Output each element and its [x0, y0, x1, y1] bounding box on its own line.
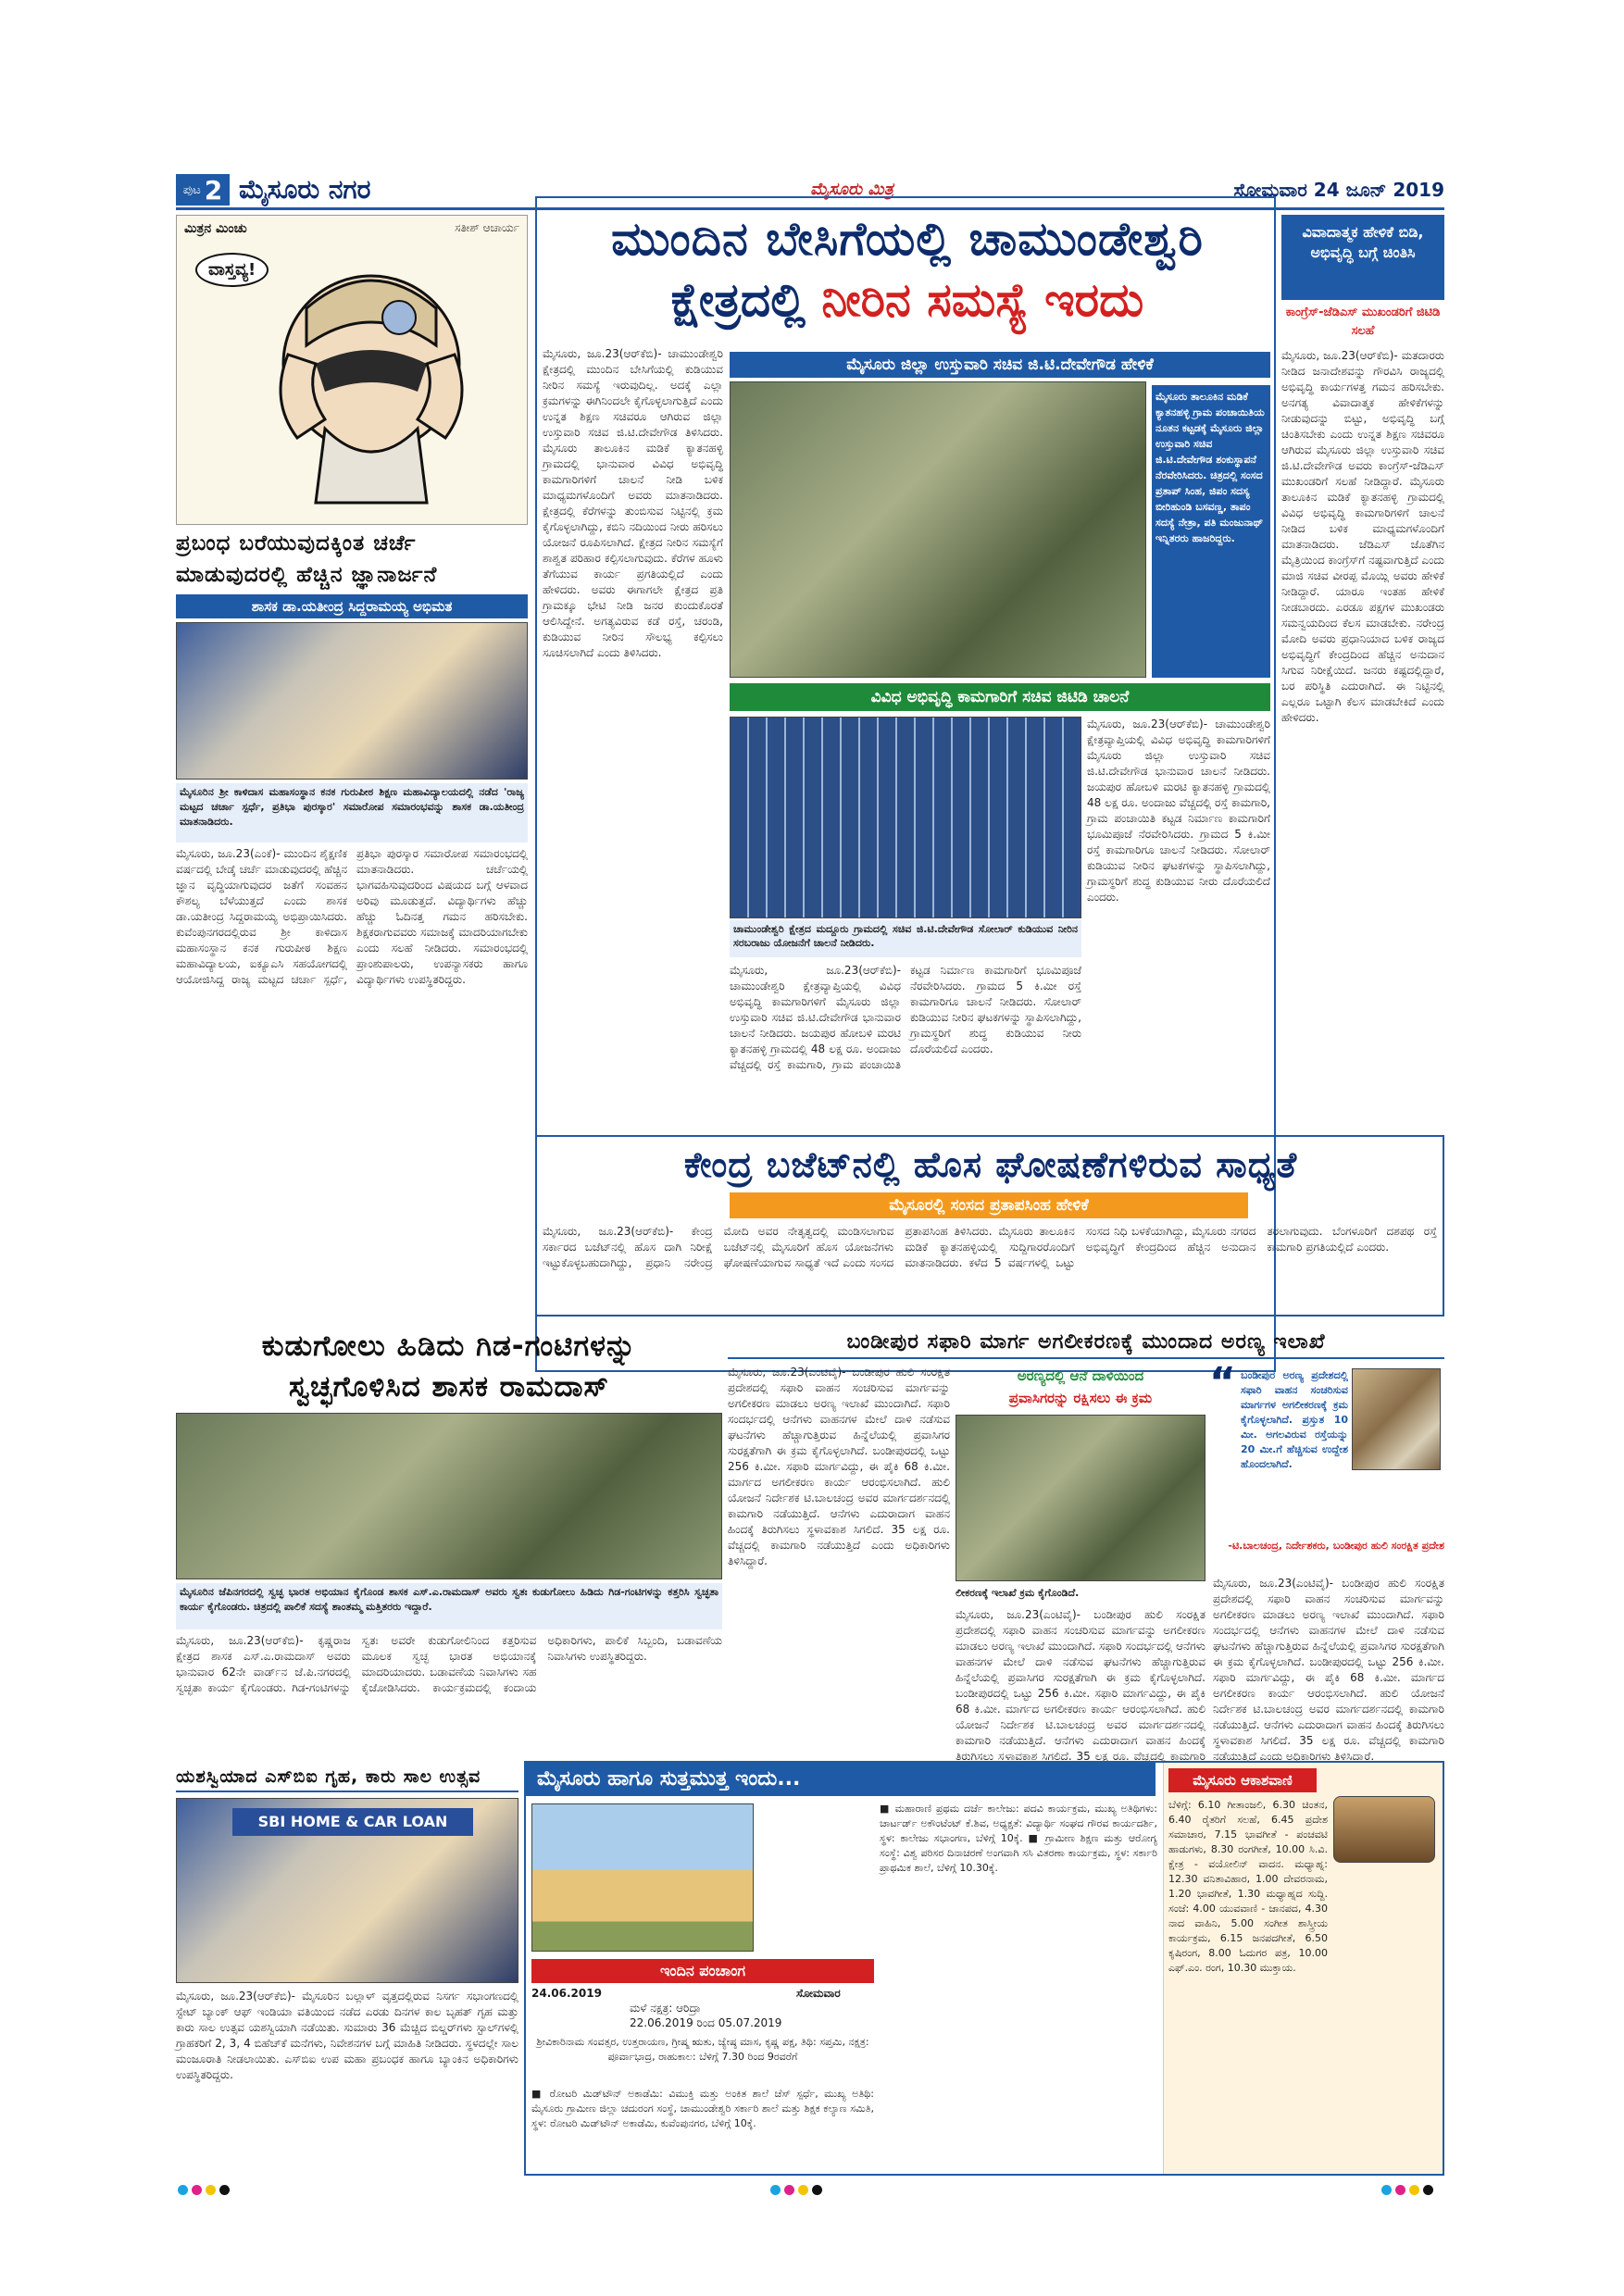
- dev-works-photo: [730, 717, 1081, 918]
- cartoon-illustration: [214, 243, 510, 517]
- ramdas-photo: [176, 1413, 722, 1579]
- safari-photo-caption: ಲೀಕರಣಕ್ಕೆ ಇಲಾಖೆ ಕ್ರಮ ಕೈಗೊಂಡಿದೆ.: [956, 1587, 1080, 1599]
- safari-quote-by: -ಟಿ.ಬಾಲಚಂದ್ರ, ನಿರ್ದೇಶಕರು, ಬಂಡೀಪುರ ಹುಲಿ ಸಂರಕ್ಷಿತ ಪ್ರದೇಶ: [1228, 1540, 1444, 1552]
- debate-caption: ಮೈಸೂರಿನ ಶ್ರೀ ಕಾಳಿದಾಸ ಮಹಾಸಂಸ್ಥಾನ ಕನಕ ಗುರುಪೀಠ ಶಿಕ್ಷಣ ಮಹಾವಿದ್ಯಾಲಯದಲ್ಲಿ ನಡೆದ 'ರಾಜ್ಯ ಮಟ್ಟದ ಚರ್ಚಾ ಸ್ಪರ್ಧೆ, ಪ್ರತಿಭಾ ಪುರಸ್ಕಾರ' ಸಮಾರೋಪ ಸಮಾರಂಭವನ್ನು ಶಾಸಕ ಡಾ.ಯತೀಂದ್ರ ಮಾತನಾಡಿದರು.: [176, 783, 528, 842]
- sbi-banner: SBI HOME & CAR LOAN: [232, 1808, 473, 1836]
- quote-portrait: [1352, 1368, 1441, 1470]
- safari-body: ಮೈಸೂರು, ಜೂ.23(ಎಂಟಿವೈ)- ಬಂಡೀಪುರ ಹುಲಿ ಸಂರಕ್ಷಿತ ಪ್ರದೇಶದಲ್ಲಿ ಸಫಾರಿ ವಾಹನ ಸಂಚರಿಸುವ ಮಾರ್ಗವನ್ನು ಅಗಲೀಕರಣ ಮಾಡಲು ಅರಣ್ಯ ಇಲಾಖೆ ಮುಂದಾಗಿದೆ. ಸಫಾರಿ ಸಂದರ್ಭದಲ್ಲಿ ಆನೆಗಳು ವಾಹನಗಳ ಮೇಲೆ ದಾಳಿ ನಡೆಸುವ ಘಟನೆಗಳು ಹೆಚ್ಚಾಗುತ್ತಿರುವ ಹಿನ್ನೆಲೆಯಲ್ಲಿ ಪ್ರವಾಸಿಗರ ಸುರಕ್ಷತೆಗಾಗಿ ಈ ಕ್ರಮ ಕೈಗೊಳ್ಳಲಾಗಿದೆ. ಬಂಡೀಪುರದಲ್ಲಿ ಒಟ್ಟು 256 ಕಿ.ಮೀ. ಸಫಾರಿ ಮಾರ್ಗವಿದ್ದು, ಈ ಪೈಕಿ 68 ಕಿ.ಮೀ. ಮಾರ್ಗದ ಅಗಲೀಕರಣ ಕಾರ್ಯ ಆರಂಭಿಸಲಾಗಿದೆ. ಹುಲಿ ಯೋಜನೆ ನಿರ್ದೇಶಕ ಟಿ.ಬಾಲಚಂದ್ರ ಅವರ ಮಾರ್ಗದರ್ಶನದಲ್ಲಿ ಕಾಮಗಾರಿ ನಡೆಯುತ್ತಿದೆ. ಆನೆಗಳು ಎದುರಾದಾಗ ವಾಹನ ಹಿಂದಕ್ಕೆ ತಿರುಗಿಸಲು ಸ್ಥಳಾವಕಾಶ ಸಿಗಲಿದೆ. 35 ಲಕ್ಷ ರೂ. ವೆಚ್ಚದಲ್ಲಿ ಕಾಮಗಾರಿ ನಡೆಯುತ್ತಿದೆ ಎಂದು ಅಧಿಕಾರಿಗಳು ತಿಳಿಸಿದ್ದಾರೆ.: [728, 1366, 950, 1567]
- events-mid: ■ ಮಹಾರಾಣಿ ಪ್ರಥಮ ದರ್ಜೆ ಕಾಲೇಜು: ಪದವಿ ಕಾರ್ಯಕ್ರಮ, ಮುಖ್ಯ ಅತಿಥಿಗಳು: ಚಾರ್ಟರ್ಡ್ ಅಕೌಂಟೆಂಟ್ ಕೆ.ಶಿವ, ಅಧ್ಯಕ್ಷತೆ: ವಿದ್ಯಾರ್ಥಿ ಸಂಘದ ಗೌರವ ಕಾರ್ಯದರ್ಶಿ, ಸ್ಥಳ: ಕಾಲೇಜು ಸಭಾಂಗಣ, ಬೆಳಿಗ್ಗೆ 10ಕ್ಕೆ. ■ ಗ್ರಾಮೀಣ ಶಿಕ್ಷಣ ಮತ್ತು ಆರೋಗ್ಯ ಸಂಸ್ಥೆ: ವಿಶ್ವ ಪರಿಸರ ದಿನಾಚರಣೆ ಅಂಗವಾಗಿ ಸಸಿ ವಿತರಣಾ ಕಾರ್ಯಕ್ರಮ, ಸ್ಥಳ: ಸರ್ಕಾರಿ ಪ್ರಾಥಮಿಕ ಶಾಲೆ, ಬೆಳಿಗ್ಗೆ 10.30ಕ್ಕೆ.: [880, 1803, 1157, 1874]
- right-subhead: ಕಾಂಗ್ರೆಸ್-ಜೆಡಿಎಸ್ ಮುಖಂಡರಿಗೆ ಜಿಟಿಡಿ ಸಲಹೆ: [1285, 306, 1441, 338]
- lead-sidebar-caption: ಮೈಸೂರು ತಾಲೂಕಿನ ಮಡಿಕೆ ಕ್ಯಾತನಹಳ್ಳಿ ಗ್ರಾಮ ಪಂಚಾಯಿತಿಯ ನೂತನ ಕಟ್ಟಡಕ್ಕೆ ಮೈಸೂರು ಜಿಲ್ಲಾ ಉಸ್ತುವಾರಿ ಸಚಿವ ಜಿ.ಟಿ.ದೇವೇಗೌಡ ಶಂಕುಸ್ಥಾಪನೆ ನೆರವೇರಿಸಿದರು. ಚಿತ್ರದಲ್ಲಿ ಸಂಸದ ಪ್ರತಾಪ್ ಸಿಂಹ, ಜಿಪಂ ಸದಸ್ಯ ಬೀರಿಹುಂಡಿ ಬಸವಣ್ಣ, ತಾಪಂ ಸದಸ್ಯೆ ನೇತ್ರಾ, ಪತಿ ಮಂಜುನಾಥ್ ಇನ್ನಿತರರು ಹಾಜರಿದ್ದರು.: [1152, 385, 1270, 678]
- lead-headline-line1: ಮುಂದಿನ ಬೇಸಿಗೆಯಲ್ಲಿ ಚಾಮುಂಡೇಶ್ವರಿ: [611, 212, 1204, 266]
- panchanga-body: ಶ್ರೀವಿಕಾರಿನಾಮ ಸಂವತ್ಸರ, ಉತ್ತರಾಯಣ, ಗ್ರೀಷ್ಮ ಋತು, ಜ್ಯೇಷ್ಠ ಮಾಸ, ಕೃಷ್ಣ ಪಕ್ಷ, ತಿಥಿ: ಸಪ್ತಮಿ, ನಕ್ಷತ್ರ: ಪೂರ್ವಾಭಾದ್ರ, ರಾಹುಕಾಲ: ಬೆಳಿಗ್ಗೆ 7.30 ರಿಂದ 9ರವರೆಗೆ: [536, 2036, 869, 2063]
- cartoon-column-name: ಮಿತ್ರನ ಮಿಂಚು: [184, 221, 247, 236]
- radio-body: ಬೆಳಿಗ್ಗೆ: 6.10 ಗೀತಾಂಜಲಿ, 6.30 ಚಿಂತನ, 6.40 ರೈತರಿಗೆ ಸಲಹೆ, 6.45 ಪ್ರದೇಶ ಸಮಾಚಾರ, 7.15 ಭಾವಗೀತೆ - ಪಂಚವಟಿ ಹಾಡುಗಳು, 8.30 ರಂಗಗೀತೆ, 10.00 ಸಿ.ವಿ. ಕ್ಷೇತ್ರ - ವಯೋಲಿನ್ ವಾದನ. ಮಧ್ಯಾಹ್ನ: 12.30 ವನಿತಾವಿಹಾರ, 1.00 ದೇವರನಾಮ, 1.20 ಭಾವಗೀತೆ, 1.30 ಮಧ್ಯಾಹ್ನದ ಸುದ್ದಿ. ಸಂಜೆ: 4.00 ಯುವವಾಣಿ - ಜಾನಪದ, 4.30 ನಾದ ವಾಹಿನಿ, 5.00 ಸಂಗೀತ ಶಾಸ್ತ್ರೀಯ ಕಾರ್ಯಕ್ರಮ, 6.15 ಜನಪದಗೀತೆ, 6.50 ಕೃಷಿರಂಗ, 8.00 ಓದುಗರ ಪತ್ರ, 10.00 ಎಫ್.ಎಂ. ರಂಗ, 10.30 ಮುಕ್ತಾಯ.: [1168, 1799, 1328, 1974]
- safari-body-3: ಮೈಸೂರು, ಜೂ.23(ಎಂಟಿವೈ)- ಬಂಡೀಪುರ ಹುಲಿ ಸಂರಕ್ಷಿತ ಪ್ರದೇಶದಲ್ಲಿ ಸಫಾರಿ ವಾಹನ ಸಂಚರಿಸುವ ಮಾರ್ಗವನ್ನು ಅಗಲೀಕರಣ ಮಾಡಲು ಅರಣ್ಯ ಇಲಾಖೆ ಮುಂದಾಗಿದೆ. ಸಫಾರಿ ಸಂದರ್ಭದಲ್ಲಿ ಆನೆಗಳು ವಾಹನಗಳ ಮೇಲೆ ದಾಳಿ ನಡೆಸುವ ಘಟನೆಗಳು ಹೆಚ್ಚಾಗುತ್ತಿರುವ ಹಿನ್ನೆಲೆಯಲ್ಲಿ ಪ್ರವಾಸಿಗರ ಸುರಕ್ಷತೆಗಾಗಿ ಈ ಕ್ರಮ ಕೈಗೊಳ್ಳಲಾಗಿದೆ. ಬಂಡೀಪುರದಲ್ಲಿ ಒಟ್ಟು 256 ಕಿ.ಮೀ. ಸಫಾರಿ ಮಾರ್ಗವಿದ್ದು, ಈ ಪೈಕಿ 68 ಕಿ.ಮೀ. ಮಾರ್ಗದ ಅಗಲೀಕರಣ ಕಾರ್ಯ ಆರಂಭಿಸಲಾಗಿದೆ. ಹುಲಿ ಯೋಜನೆ ನಿರ್ದೇಶಕ ಟಿ.ಬಾಲಚಂದ್ರ ಅವರ ಮಾರ್ಗದರ್ಶನದಲ್ಲಿ ಕಾಮಗಾರಿ ನಡೆಯುತ್ತಿದೆ. ಆನೆಗಳು ಎದುರಾದಾಗ ವಾಹನ ಹಿಂದಕ್ಕೆ ತಿರುಗಿಸಲು ಸ್ಥಳಾವಕಾಶ ಸಿಗಲಿದೆ. 35 ಲಕ್ಷ ರೂ. ವೆಚ್ಚದಲ್ಲಿ ಕಾಮಗಾರಿ ನಡೆಯುತ್ತಿದೆ ಎಂದು ಅಧಿಕಾರಿಗಳು ತಿಳಿಸಿದ್ದಾರೆ.: [1213, 1577, 1444, 1763]
- page-number-box: [176, 174, 230, 206]
- safari-inset-title-b: ಪ್ರವಾಸಿಗರನ್ನು ರಕ್ಷಿಸಲು ಈ ಕ್ರಮ: [1008, 1390, 1153, 1406]
- events-left: ■ ರೋಟರಿ ಮಿಡ್‌ಟೌನ್ ಅಕಾಡೆಮಿ: ವಿಮುಕ್ತಿ ಮತ್ತು ಅಂಕಿತ ಶಾಲೆ ಚೆಸ್ ಸ್ಪರ್ಧೆ, ಮುಖ್ಯ ಅತಿಥಿ: ಮೈಸೂರು ಗ್ರಾಮೀಣ ಜಿಲ್ಲಾ ಚದುರಂಗ ಸಂಸ್ಥೆ, ಚಾಮುಂಡೇಶ್ವರಿ ಸರ್ಕಾರಿ ಶಾಲೆ ಮತ್ತು ಶಿಕ್ಷಕ ಕಲ್ಯಾಣ ಸಮಿತಿ, ಸ್ಥಳ: ರೋಟರಿ ಮಿಡ್‌ಟೌನ್ ಅಕಾಡೆಮಿ, ಕುವೆಂಪುನಗರ, ಬೆಳಿಗ್ಗೆ 10ಕ್ಕೆ.: [531, 2088, 874, 2129]
- panchanga-date: 24.06.2019: [531, 1987, 602, 2000]
- safari-photo: [956, 1415, 1206, 1581]
- palace-photo: [531, 1803, 754, 1952]
- lead-headline-part-b: ನೀರಿನ ಸಮಸ್ಯೆ ಇರದು: [821, 273, 1144, 327]
- today-header: ಮೈಸೂರು ಹಾಗೂ ಸುತ್ತಮುತ್ತ ಇಂದು...: [526, 1763, 1156, 1796]
- section-title: ಮೈಸೂರು ನಗರ: [239, 174, 371, 205]
- page-label: ಪುಟ: [182, 182, 201, 197]
- debate-subhead: ಶಾಸಕ ಡಾ.ಯತೀಂದ್ರ ಸಿದ್ದರಾಮಯ್ಯ ಅಭಿಮತ: [176, 594, 528, 618]
- dev-works-subhead: ವಿವಿಧ ಅಭಿವೃದ್ಧಿ ಕಾಮಗಾರಿಗೆ ಸಚಿವ ಜಿಟಿಡಿ ಚಾಲನೆ: [730, 683, 1270, 711]
- debate-photo: [176, 622, 528, 780]
- panchanga-day: ಸೋಮವಾರ: [796, 1987, 841, 2000]
- dev-works-body-extra: ಮೈಸೂರು, ಜೂ.23(ಆರ್‌ಕೆಬಿ)- ಚಾಮುಂಡೇಶ್ವರಿ ಕ್ಷೇತ್ರವ್ಯಾಪ್ತಿಯಲ್ಲಿ ವಿವಿಧ ಅಭಿವೃದ್ಧಿ ಕಾಮಗಾರಿಗಳಿಗೆ ಮೈಸೂರು ಜಿಲ್ಲಾ ಉಸ್ತುವಾರಿ ಸಚಿವ ಜಿ.ಟಿ.ದೇವೇಗೌಡ ಭಾನುವಾರ ಚಾಲನೆ ನೀಡಿದರು. ಜಯಪುರ ಹೋಬಳಿ ಮರಟಿ ಕ್ಯಾತನಹಳ್ಳಿ ಗ್ರಾಮದಲ್ಲಿ 48 ಲಕ್ಷ ರೂ. ಅಂದಾಜು ವೆಚ್ಚದಲ್ಲಿ ರಸ್ತೆ ಕಾಮಗಾರಿ, ಗ್ರಾಮ ಪಂಚಾಯಿತಿ ಕಟ್ಟಡ ನಿರ್ಮಾಣ ಕಾಮಗಾರಿಗೆ ಭೂಮಿಪೂಜೆ ನೆರವೇರಿಸಿದರು. ಗ್ರಾಮದ 5 ಕಿ.ಮೀ ರಸ್ತೆ ಕಾಮಗಾರಿಗೂ ಚಾಲನೆ ನೀಡಿದರು. ಸೋಲಾರ್ ಕುಡಿಯುವ ನೀರಿನ ಘಟಕಗಳನ್ನು ಸ್ಥಾಪಿಸಲಾಗಿದ್ದು, ಗ್ರಾಮಸ್ಥರಿಗೆ ಶುದ್ಧ ಕುಡಿಯುವ ನೀರು ದೊರೆಯಲಿದೆ ಎಂದರು.: [730, 964, 1081, 1071]
- lead-headline-part-a: ಕ್ಷೇತ್ರದಲ್ಲಿ: [670, 273, 806, 327]
- cartoon-bubble: ವಾಸ್ತವ್ಯ!: [195, 253, 269, 287]
- page-number: 2: [204, 174, 223, 206]
- safari-inset-title: [956, 1365, 1206, 1411]
- safari-quote: ಬಂಡೀಪುರ ಅರಣ್ಯ ಪ್ರದೇಶದಲ್ಲಿ ಸಫಾರಿ ವಾಹನ ಸಂಚರಿಸುವ ಮಾರ್ಗಗಳ ಅಗಲೀಕರಣಕ್ಕೆ ಕ್ರಮ ಕೈಗೊಳ್ಳಲಾಗಿದೆ. ಪ್ರಸ್ತುತ 10 ಮೀ. ಅಗಲವಿರುವ ರಸ್ತೆಯನ್ನು 20 ಮೀ.ಗೆ ಹೆಚ್ಚಿಸುವ ಉದ್ದೇಶ ಹೊಂದಲಾಗಿದೆ.: [1241, 1369, 1348, 1470]
- safari-inset-title-a: ಅರಣ್ಯದಲ್ಲಿ ಆನೆ ದಾಳಿಯಿಂದ: [1017, 1367, 1144, 1384]
- lead-subhead: ಮೈಸೂರು ಜಿಲ್ಲಾ ಉಸ್ತುವಾರಿ ಸಚಿವ ಜಿ.ಟಿ.ದೇವೇಗೌಡ ಹೇಳಿಕೆ: [730, 352, 1270, 378]
- cartoon-panel: [176, 215, 528, 525]
- panchanga-range: 22.06.2019 ರಿಂದ 05.07.2019: [630, 2016, 782, 2029]
- safari-headline: ಬಂಡೀಪುರ ಸಫಾರಿ ಮಾರ್ಗ ಅಗಲೀಕರಣಕ್ಕೆ ಮುಂದಾದ ಅರಣ್ಯ ಇಲಾಖೆ: [728, 1326, 1444, 1359]
- cartoon-artist: ಸತೀಶ್ ಆಚಾರ್ಯ: [455, 221, 519, 234]
- sbi-photo: [176, 1798, 518, 1983]
- budget-subhead: ಮೈಸೂರಲ್ಲಿ ಸಂಸದ ಪ್ರತಾಪಸಿಂಹ ಹೇಳಿಕೆ: [730, 1192, 1248, 1218]
- lead-headline-line2: [546, 270, 1268, 330]
- sbi-headline: ಯಶಸ್ವಿಯಾದ ಎಸ್‌ಬಿಐ ಗೃಹ, ಕಾರು ಸಾಲ ಉತ್ಸವ: [176, 1761, 518, 1792]
- quote-mark: “: [1209, 1359, 1236, 1406]
- panchanga-nakshatra: ಮಳೆ ನಕ್ಷತ್ರ: ಆರಿದ್ರಾ: [630, 2002, 701, 2015]
- page-date: ಸೋಮವಾರ 24 ಜೂನ್ 2019: [1233, 179, 1444, 201]
- ramdas-headline-line2: ಸ್ವಚ್ಛಗೊಳಿಸಿದ ಶಾಸಕ ರಾಮದಾಸ್: [289, 1370, 609, 1404]
- sbi-body: ಮೈಸೂರು, ಜೂ.23(ಆರ್‌ಕೆಬಿ)- ಮೈಸೂರಿನ ಬಲ್ಲಾಳ್ ವೃತ್ತದಲ್ಲಿರುವ ನಿಸರ್ಗ ಸಭಾಂಗಣದಲ್ಲಿ ಸ್ಟೇಟ್ ಬ್ಯಾಂಕ್ ಆಫ್ ಇಂಡಿಯಾ ವತಿಯಿಂದ ನಡೆದ ಎರಡು ದಿನಗಳ ಕಾಲ ಬೃಹತ್ ಗೃಹ ಮತ್ತು ಕಾರು ಸಾಲ ಉತ್ಸವ ಯಶಸ್ವಿಯಾಗಿ ನಡೆಯಿತು. ಸುಮಾರು 36 ಮೆಚ್ಚಿದ ಬಿಲ್ಡರ್‌ಗಳು ಸ್ಟಾಲ್‌ಗಳಲ್ಲಿ ಗ್ರಾಹಕರಿಗೆ 2, 3, 4 ಬಿಹೆಚ್‌ಕೆ ಮನೆಗಳು, ನಿವೇಶನಗಳ ಬಗ್ಗೆ ಮಾಹಿತಿ ನೀಡಿದರು. ಸ್ಥಳದಲ್ಲೇ ಸಾಲ ಮಂಜೂರಾತಿ ನೀಡಲಾಯಿತು. ಎಸ್‌ಬಿಐ ಉಪ ಮಹಾ ಪ್ರಬಂಧಕ ಹಾಗೂ ಬ್ಯಾಂಕಿನ ಅಧಿಕಾರಿಗಳು ಉಪಸ್ಥಿತರಿದ್ದರು.: [176, 1990, 518, 2081]
- debate-body: ಮೈಸೂರು, ಜೂ.23(ಎಂಕೆ)- ಮುಂದಿನ ಶೈಕ್ಷಣಿಕ ವರ್ಷದಲ್ಲಿ ಬೇಡ್ಕೆ ಚರ್ಚೆ ಮಾಡುವುದರಲ್ಲಿ ಹೆಚ್ಚಿನ ಜ್ಞಾನ ವೃದ್ಧಿಯಾಗುವುದರ ಜತೆಗೆ ಸಂವಹನ ಕೌಶಲ್ಯ ಬೆಳೆಯುತ್ತದೆ ಎಂದು ಶಾಸಕ ಡಾ.ಯತೀಂದ್ರ ಸಿದ್ದರಾಮಯ್ಯ ಅಭಿಪ್ರಾಯಿಸಿದರು. ಕುವೆಂಪುನಗರದಲ್ಲಿರುವ ಶ್ರೀ ಕಾಳಿದಾಸ ಮಹಾಸಂಸ್ಥಾನ ಕನಕ ಗುರುಪೀಠ ಶಿಕ್ಷಣ ಮಹಾವಿದ್ಯಾಲಯ, ಐಕ್ಯೂಎಸಿ ಸಹಯೋಗದಲ್ಲಿ ಆಯೋಜಿಸಿದ್ದ ರಾಜ್ಯ ಮಟ್ಟದ ಚರ್ಚಾ ಸ್ಪರ್ಧೆ, ಪ್ರತಿಭಾ ಪುರಸ್ಕಾರ ಸಮಾರೋಪ ಸಮಾರಂಭದಲ್ಲಿ ಮಾತನಾಡಿದರು. ಚರ್ಚೆಯಲ್ಲಿ ಭಾಗವಹಿಸುವುದರಿಂದ ವಿಷಯದ ಬಗ್ಗೆ ಆಳವಾದ ಅರಿವು ಮೂಡುತ್ತದೆ. ವಿದ್ಯಾರ್ಥಿಗಳು ಹೆಚ್ಚು ಹೆಚ್ಚು ಓದಿನತ್ತ ಗಮನ ಹರಿಸಬೇಕು. ಶಿಕ್ಷಕರಾಗುವವರು ಸಮಾಜಕ್ಕೆ ಮಾದರಿಯಾಗಬೇಕು ಎಂದು ಸಲಹೆ ನೀಡಿದರು. ಸಮಾರಂಭದಲ್ಲಿ ಪ್ರಾಂಶುಪಾಲರು, ಉಪನ್ಯಾಸಕರು ಹಾಗೂ ವಿದ್ಯಾರ್ಥಿಗಳು ಉಪಸ್ಥಿತರಿದ್ದರು.: [176, 847, 528, 986]
- lead-photo: [730, 381, 1146, 678]
- radio-title: ಮೈಸೂರು ಆಕಾಶವಾಣಿ: [1168, 1768, 1317, 1792]
- dev-works-body: ಮೈಸೂರು, ಜೂ.23(ಆರ್‌ಕೆಬಿ)- ಚಾಮುಂಡೇಶ್ವರಿ ಕ್ಷೇತ್ರವ್ಯಾಪ್ತಿಯಲ್ಲಿ ವಿವಿಧ ಅಭಿವೃದ್ಧಿ ಕಾಮಗಾರಿಗಳಿಗೆ ಮೈಸೂರು ಜಿಲ್ಲಾ ಉಸ್ತುವಾರಿ ಸಚಿವ ಜಿ.ಟಿ.ದೇವೇಗೌಡ ಭಾನುವಾರ ಚಾಲನೆ ನೀಡಿದರು. ಜಯಪುರ ಹೋಬಳಿ ಮರಟಿ ಕ್ಯಾತನಹಳ್ಳಿ ಗ್ರಾಮದಲ್ಲಿ 48 ಲಕ್ಷ ರೂ. ಅಂದಾಜು ವೆಚ್ಚದಲ್ಲಿ ರಸ್ತೆ ಕಾಮಗಾರಿ, ಗ್ರಾಮ ಪಂಚಾಯಿತಿ ಕಟ್ಟಡ ನಿರ್ಮಾಣ ಕಾಮಗಾರಿಗೆ ಭೂಮಿಪೂಜೆ ನೆರವೇರಿಸಿದರು. ಗ್ರಾಮದ 5 ಕಿ.ಮೀ ರಸ್ತೆ ಕಾಮಗಾರಿಗೂ ಚಾಲನೆ ನೀಡಿದರು. ಸೋಲಾರ್ ಕುಡಿಯುವ ನೀರಿನ ಘಟಕಗಳನ್ನು ಸ್ಥಾಪಿಸಲಾಗಿದ್ದು, ಗ್ರಾಮಸ್ಥರಿಗೆ ಶುದ್ಧ ಕುಡಿಯುವ ನೀರು ದೊರೆಯಲಿದೆ ಎಂದರು.: [1087, 718, 1270, 904]
- right-box-title: ವಿವಾದಾತ್ಮಕ ಹೇಳಿಕೆ ಬಿಡಿ, ಅಭಿವೃದ್ಧಿ ಬಗ್ಗೆ ಚಿಂತಿಸಿ: [1281, 215, 1444, 300]
- dev-works-caption: ಚಾಮುಂಡೇಶ್ವರಿ ಕ್ಷೇತ್ರದ ಮದ್ದೂರು ಗ್ರಾಮದಲ್ಲಿ ಸಚಿವ ಜಿ.ಟಿ.ದೇವೇಗೌಡ ಸೋಲಾರ್ ಕುಡಿಯುವ ನೀರಿನ ಸರಬರಾಜು ಯೋಜನೆಗೆ ಚಾಲನೆ ನೀಡಿದರು.: [730, 920, 1081, 957]
- panchanga-title: ಇಂದಿನ ಪಂಚಾಂಗ: [531, 1959, 874, 1983]
- masthead-logo: ಮೈಸೂರು ಮಿತ್ರ: [810, 180, 893, 199]
- ramdas-caption: ಮೈಸೂರಿನ ಜೆಪಿನಗರದಲ್ಲಿ ಸ್ವಚ್ಛ ಭಾರತ ಅಭಿಯಾನ ಕೈಗೊಂಡ ಶಾಸಕ ಎಸ್.ಎ.ರಾಮದಾಸ್ ಅವರು ಸ್ವತಃ ಕುಡುಗೋಲು ಹಿಡಿದು ಗಿಡ-ಗಂಟಿಗಳನ್ನು ಕತ್ತರಿಸಿ ಸ್ವಚ್ಛತಾ ಕಾರ್ಯ ಕೈಗೊಂಡರು. ಚಿತ್ರದಲ್ಲಿ ಪಾಲಿಕೆ ಸದಸ್ಯೆ ಶಾಂತಮ್ಮ ಮತ್ತಿತರರು ಇದ್ದಾರೆ.: [176, 1583, 722, 1629]
- ramdas-headline-line1: ಕುಡುಗೋಲು ಹಿಡಿದು ಗಿಡ-ಗಂಟಿಗಳನ್ನು: [261, 1329, 637, 1363]
- safari-body-2: ಮೈಸೂರು, ಜೂ.23(ಎಂಟಿವೈ)- ಬಂಡೀಪುರ ಹುಲಿ ಸಂರಕ್ಷಿತ ಪ್ರದೇಶದಲ್ಲಿ ಸಫಾರಿ ವಾಹನ ಸಂಚರಿಸುವ ಮಾರ್ಗವನ್ನು ಅಗಲೀಕರಣ ಮಾಡಲು ಅರಣ್ಯ ಇಲಾಖೆ ಮುಂದಾಗಿದೆ. ಸಫಾರಿ ಸಂದರ್ಭದಲ್ಲಿ ಆನೆಗಳು ವಾಹನಗಳ ಮೇಲೆ ದಾಳಿ ನಡೆಸುವ ಘಟನೆಗಳು ಹೆಚ್ಚಾಗುತ್ತಿರುವ ಹಿನ್ನೆಲೆಯಲ್ಲಿ ಪ್ರವಾಸಿಗರ ಸುರಕ್ಷತೆಗಾಗಿ ಈ ಕ್ರಮ ಕೈಗೊಳ್ಳಲಾಗಿದೆ. ಬಂಡೀಪುರದಲ್ಲಿ ಒಟ್ಟು 256 ಕಿ.ಮೀ. ಸಫಾರಿ ಮಾರ್ಗವಿದ್ದು, ಈ ಪೈಕಿ 68 ಕಿ.ಮೀ. ಮಾರ್ಗದ ಅಗಲೀಕರಣ ಕಾರ್ಯ ಆರಂಭಿಸಲಾಗಿದೆ. ಹುಲಿ ಯೋಜನೆ ನಿರ್ದೇಶಕ ಟಿ.ಬಾಲಚಂದ್ರ ಅವರ ಮಾರ್ಗದರ್ಶನದಲ್ಲಿ ಕಾಮಗಾರಿ ನಡೆಯುತ್ತಿದೆ. ಆನೆಗಳು ಎದುರಾದಾಗ ವಾಹನ ಹಿಂದಕ್ಕೆ ತಿರುಗಿಸಲು ಸ್ಥಳಾವಕಾಶ ಸಿಗಲಿದೆ. 35 ಲಕ್ಷ ರೂ. ವೆಚ್ಚದಲ್ಲಿ ಕಾಮಗಾರಿ: [956, 1608, 1206, 1763]
- registration-dots-center: [768, 2181, 824, 2199]
- budget-headline: ಕೇಂದ್ರ ಬಜೆಟ್‌ನಲ್ಲಿ ಹೊಸ ಘೋಷಣೆಗಳಿರುವ ಸಾಧ್ಯತೆ: [683, 1144, 1298, 1185]
- registration-dots-left: [176, 2181, 231, 2199]
- budget-body: ಮೈಸೂರು, ಜೂ.23(ಆರ್‌ಕೆಬಿ)- ಕೇಂದ್ರ ಸರ್ಕಾರದ ಬಜೆಟ್‌ನಲ್ಲಿ ಹೊಸ ದಾಗಿ ನಿರೀಕ್ಷೆ ಇಟ್ಟುಕೊಳ್ಳಬಹುದಾಗಿದ್ದು, ಪ್ರಧಾನಿ ನರೇಂದ್ರ ಮೋದಿ ಅವರ ನೇತೃತ್ವದಲ್ಲಿ ಮಂಡಿಸಲಾಗುವ ಬಜೆಟ್‌ನಲ್ಲಿ ಮೈಸೂರಿಗೆ ಹೊಸ ಯೋಜನೆಗಳು ಘೋಷಣೆಯಾಗುವ ಸಾಧ್ಯತೆ ಇದೆ ಎಂದು ಸಂಸದ ಪ್ರತಾಪಸಿಂಹ ತಿಳಿಸಿದರು. ಮೈಸೂರು ತಾಲೂಕಿನ ಮಡಿಕೆ ಕ್ಯಾತನಹಳ್ಳಿಯಲ್ಲಿ ಸುದ್ದಿಗಾರರೊಂದಿಗೆ ಮಾತನಾಡಿದರು. ಕಳೆದ 5 ವರ್ಷಗಳಲ್ಲಿ ಒಟ್ಟು ಸಂಸದ ನಿಧಿ ಬಳಕೆಯಾಗಿದ್ದು, ಮೈಸೂರು ನಗರದ ಅಭಿವೃದ್ಧಿಗೆ ಕೇಂದ್ರದಿಂದ ಹೆಚ್ಚಿನ ಅನುದಾನ ತರಲಾಗುವುದು. ಬೆಂಗಳೂರಿಗೆ ದಶಪಥ ರಸ್ತೆ ಕಾಮಗಾರಿ ಪ್ರಗತಿಯಲ್ಲಿದೆ ಎಂದರು.: [543, 1225, 1437, 1269]
- right-body: ಮೈಸೂರು, ಜೂ.23(ಆರ್‌ಕೆಬಿ)- ಮತದಾರರು ನೀಡಿದ ಜನಾದೇಶವನ್ನು ಗೌರವಿಸಿ ರಾಜ್ಯದಲ್ಲಿ ಅಭಿವೃದ್ಧಿ ಕಾರ್ಯಗಳತ್ತ ಗಮನ ಹರಿಸಬೇಕು. ಅನಗತ್ಯ ವಿವಾದಾತ್ಮಕ ಹೇಳಿಕೆಗಳನ್ನು ನೀಡುವುದನ್ನು ಬಿಟ್ಟು, ಅಭಿವೃದ್ಧಿ ಬಗ್ಗೆ ಚಿಂತಿಸಬೇಕು ಎಂದು ಉನ್ನತ ಶಿಕ್ಷಣ ಸಚಿವರೂ ಆಗಿರುವ ಮೈಸೂರು ಜಿಲ್ಲಾ ಉಸ್ತುವಾರಿ ಸಚಿವ ಜಿ.ಟಿ.ದೇವೇಗೌಡ ಅವರು ಕಾಂಗ್ರೆಸ್-ಜೆಡಿಎಸ್ ಮುಖಂಡರಿಗೆ ಸಲಹೆ ನೀಡಿದ್ದಾರೆ. ಮೈಸೂರು ತಾಲೂಕಿನ ಮಡಿಕೆ ಕ್ಯಾತನಹಳ್ಳಿ ಗ್ರಾಮದಲ್ಲಿ ವಿವಿಧ ಅಭಿವೃದ್ಧಿ ಕಾಮಗಾರಿಗಳಿಗೆ ಚಾಲನೆ ನೀಡಿದ ಬಳಿಕ ಮಾಧ್ಯಮಗಳೊಂದಿಗೆ ಮಾತನಾಡಿದರು. ಜೆಡಿಎಸ್ ಜೊತೆಗಿನ ಮೈತ್ರಿಯಿಂದ ಕಾಂಗ್ರೆಸ್‌ಗೆ ನಷ್ಟವಾಗುತ್ತಿದೆ ಎಂದು ಮಾಜಿ ಸಚಿವ ವೀರಪ್ಪ ಮೊಯ್ಲಿ ಅವರು ಹೇಳಿಕೆ ನೀಡಿದ್ದಾರೆ. ಯಾರೂ ಇಂತಹ ಹೇಳಿಕೆ ನೀಡಬಾರದು. ಎರಡೂ ಪಕ್ಷಗಳ ಮುಖಂಡರು ಸಮನ್ವಯದಿಂದ ಕೆಲಸ ಮಾಡಬೇಕು. ನರೇಂದ್ರ ಮೋದಿ ಅವರು ಪ್ರಧಾನಿಯಾದ ಬಳಿಕ ರಾಜ್ಯದ ಅಭಿವೃದ್ಧಿಗೆ ಕೇಂದ್ರದಿಂದ ಹೆಚ್ಚಿನ ಅನುದಾನ ಸಿಗುವ ನಿರೀಕ್ಷೆಯಿದೆ. ಜನರು ಕಷ್ಟದಲ್ಲಿದ್ದಾರೆ, ಬರ ಪರಿಸ್ಥಿತಿ ಎದುರಾಗಿದೆ. ಈ ನಿಟ್ಟಿನಲ್ಲಿ ಎಲ್ಲರೂ ಒಟ್ಟಾಗಿ ಕೆಲಸ ಮಾಡಬೇಕಿದೆ ಎಂದು ಹೇಳಿದರು.: [1281, 349, 1444, 724]
- debate-headline: ಪ್ರಬಂಧ ಬರೆಯುವುದಕ್ಕಿಂತ ಚರ್ಚೆ ಮಾಡುವುದರಲ್ಲಿ ಹೆಚ್ಚಿನ ಜ್ಞಾನಾರ್ಜನೆ: [176, 531, 438, 587]
- ramdas-body: ಮೈಸೂರು, ಜೂ.23(ಆರ್‌ಕೆಬಿ)- ಕೃಷ್ಣರಾಜ ಕ್ಷೇತ್ರದ ಶಾಸಕ ಎಸ್.ಎ.ರಾಮದಾಸ್ ಅವರು ಭಾನುವಾರ 62ನೇ ವಾರ್ಡ್‌ನ ಜೆ.ಪಿ.ನಗರದಲ್ಲಿ ಸ್ವಚ್ಛತಾ ಕಾರ್ಯ ಕೈಗೊಂಡರು. ಗಿಡ-ಗಂಟಿಗಳನ್ನು ಸ್ವತಃ ಅವರೇ ಕುಡುಗೋಲಿನಿಂದ ಕತ್ತರಿಸುವ ಮೂಲಕ ಸ್ವಚ್ಛ ಭಾರತ ಅಭಿಯಾನಕ್ಕೆ ಮಾದರಿಯಾದರು. ಬಡಾವಣೆಯ ನಿವಾಸಿಗಳು ಸಹ ಕೈಜೋಡಿಸಿದರು. ಕಾರ್ಯಕ್ರಮದಲ್ಲಿ ಕಂದಾಯ ಅಧಿಕಾರಿಗಳು, ಪಾಲಿಕೆ ಸಿಬ್ಬಂದಿ, ಬಡಾವಣೆಯ ನಿವಾಸಿಗಳು ಉಪಸ್ಥಿತರಿದ್ದರು.: [176, 1634, 722, 1694]
- registration-dots-right: [1380, 2181, 1435, 2199]
- lead-body: ಮೈಸೂರು, ಜೂ.23(ಆರ್‌ಕೆಬಿ)- ಚಾಮುಂಡೇಶ್ವರಿ ಕ್ಷೇತ್ರದಲ್ಲಿ ಮುಂದಿನ ಬೇಸಿಗೆಯಲ್ಲಿ ಕುಡಿಯುವ ನೀರಿನ ಸಮಸ್ಯೆ ಇರುವುದಿಲ್ಲ. ಅದಕ್ಕೆ ಎಲ್ಲಾ ಕ್ರಮಗಳನ್ನು ಈಗಿನಿಂದಲೇ ಕೈಗೊಳ್ಳಲಾಗುತ್ತಿದೆ ಎಂದು ಉನ್ನತ ಶಿಕ್ಷಣ ಸಚಿವರೂ ಆಗಿರುವ ಜಿಲ್ಲಾ ಉಸ್ತುವಾರಿ ಸಚಿವ ಜಿ.ಟಿ.ದೇವೇಗೌಡ ತಿಳಿಸಿದರು. ಮೈಸೂರು ತಾಲೂಕಿನ ಮಡಿಕೆ ಕ್ಯಾತನಹಳ್ಳಿ ಗ್ರಾಮದಲ್ಲಿ ಭಾನುವಾರ ವಿವಿಧ ಅಭಿವೃದ್ಧಿ ಕಾಮಗಾರಿಗಳಿಗೆ ಚಾಲನೆ ನೀಡಿ ಬಳಿಕ ಮಾಧ್ಯಮಗಳೊಂದಿಗೆ ಅವರು ಮಾತನಾಡಿದರು. ಕ್ಷೇತ್ರದಲ್ಲಿ ಕೆರೆಗಳನ್ನು ತುಂಬಿಸುವ ನಿಟ್ಟಿನಲ್ಲಿ ಕ್ರಮ ಕೈಗೊಳ್ಳಲಾಗಿದ್ದು, ಕಬಿನಿ ನದಿಯಿಂದ ನೀರು ಹರಿಸಲು ಯೋಜನೆ ರೂಪಿಸಲಾಗಿದೆ. ಕ್ಷೇತ್ರದ ನೀರಿನ ಸಮಸ್ಯೆಗೆ ಶಾಶ್ವತ ಪರಿಹಾರ ಕಲ್ಪಿಸಲಾಗುವುದು. ಕೆರೆಗಳ ಹೂಳು ತೆಗೆಯುವ ಕಾರ್ಯ ಪ್ರಗತಿಯಲ್ಲಿದೆ ಎಂದು ಹೇಳಿದರು. ಅವರು ಈಗಾಗಲೇ ಕ್ಷೇತ್ರದ ಪ್ರತಿ ಗ್ರಾಮಕ್ಕೂ ಭೇಟಿ ನೀಡಿ ಜನರ ಕುಂದುಕೊರತೆ ಆಲಿಸಿದ್ದೇನೆ. ಅಗತ್ಯವಿರುವ ಕಡೆ ರಸ್ತೆ, ಚರಂಡಿ, ಕುಡಿಯುವ ನೀರಿನ ಸೌಲಭ್ಯ ಕಲ್ಪಿಸಲು ಸೂಚಿಸಲಾಗಿದೆ ಎಂದು ತಿಳಿಸಿದರು.: [543, 347, 723, 659]
